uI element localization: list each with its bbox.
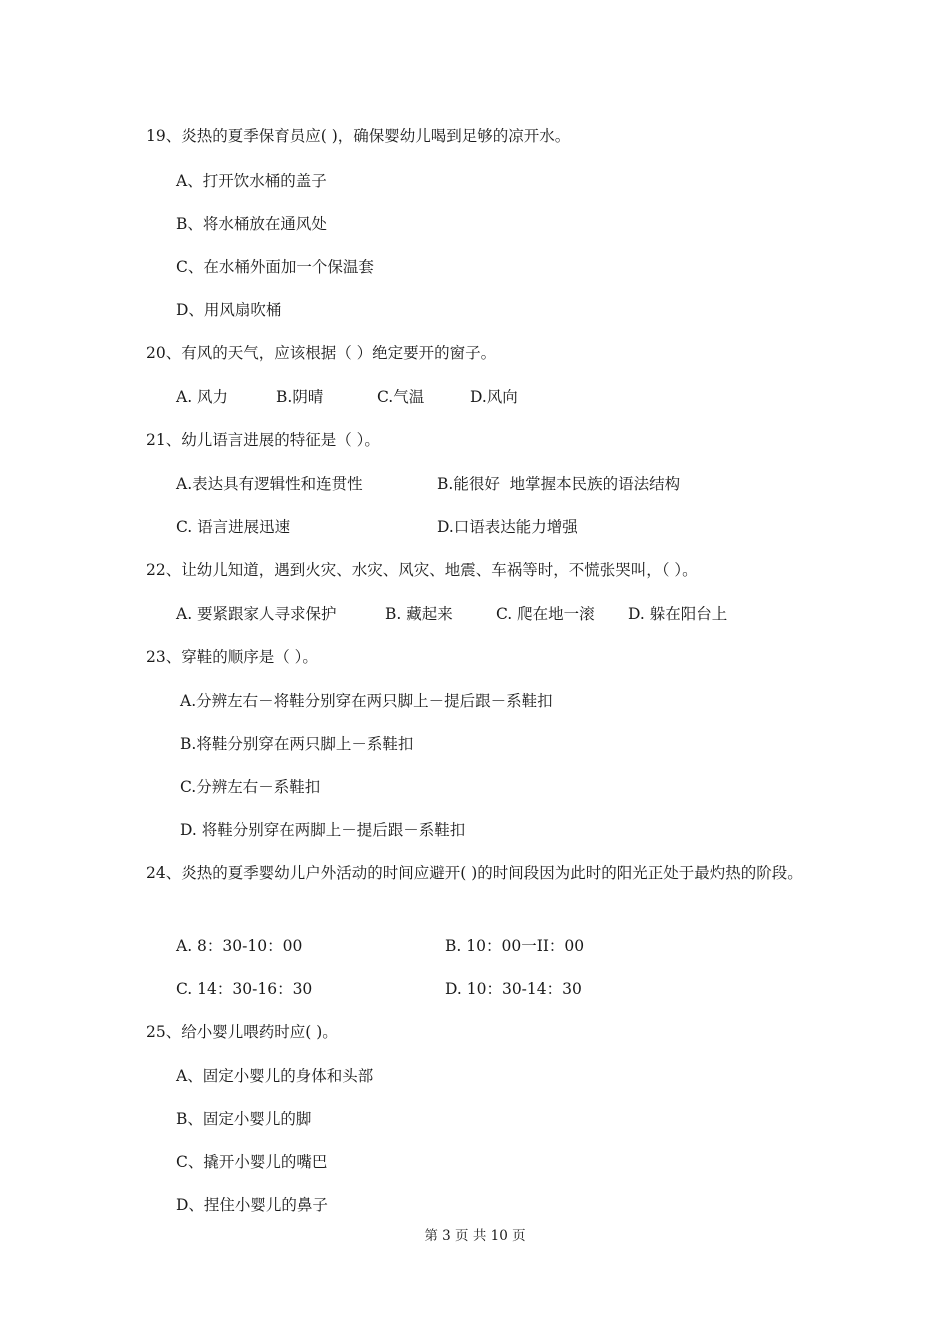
question-22-option-c: C. 爬在地一滚 xyxy=(496,605,595,623)
page-number-footer: 第 3 页 共 10 页 xyxy=(424,1228,526,1244)
question-19-option-b: B、将水桶放在通风处 xyxy=(176,215,327,233)
question-20-option-c: C.气温 xyxy=(377,388,425,406)
question-20-option-b: B.阴晴 xyxy=(276,388,324,406)
question-23-option-d: D. 将鞋分别穿在两脚上－提后跟－系鞋扣 xyxy=(180,821,466,839)
question-24-option-a: A. 8：30-10：00 xyxy=(176,937,303,955)
question-24-option-c: C. 14：30-16：30 xyxy=(176,980,313,998)
question-19-option-c: C、在水桶外面加一个保温套 xyxy=(176,258,374,276)
question-19-option-d: D、用风扇吹桶 xyxy=(176,301,282,319)
question-25-option-d: D、捏住小婴儿的鼻子 xyxy=(176,1196,328,1214)
question-20-option-d: D.风向 xyxy=(470,388,518,406)
question-21-option-a: A.表达具有逻辑性和连贯性 xyxy=(176,475,363,493)
question-22-option-d: D. 躲在阳台上 xyxy=(628,605,728,623)
question-23-stem: 23、穿鞋的顺序是（ ）。 xyxy=(146,648,318,666)
question-25-option-a: A、固定小婴儿的身体和头部 xyxy=(176,1067,374,1085)
question-22-option-a: A. 要紧跟家人寻求保护 xyxy=(176,605,337,623)
question-22-stem: 22、让幼儿知道，遇到火灾、水灾、风灾、地震、车祸等时，不慌张哭叫，（ ）。 xyxy=(146,561,698,579)
question-21-option-d: D.口语表达能力增强 xyxy=(437,518,578,536)
question-20-stem: 20、有风的天气，应该根据（ ）绝定要开的窗子。 xyxy=(146,344,497,362)
question-21-option-c: C. 语言进展迅速 xyxy=(176,518,291,536)
question-22-option-b: B. 藏起来 xyxy=(385,605,453,623)
question-24-stem: 24、炎热的夏季婴幼儿户外活动的时间应避开( )的时间段因为此时的阳光正处于最灼热的阶段。 xyxy=(146,864,803,882)
question-19-stem: 19、炎热的夏季保育员应( )，确保婴幼儿喝到足够的凉开水。 xyxy=(146,127,571,145)
question-23-option-a: A.分辨左右－将鞋分别穿在两只脚上－提后跟－系鞋扣 xyxy=(180,692,553,710)
question-25-option-b: B、固定小婴儿的脚 xyxy=(176,1110,312,1128)
question-19-option-a: A、打开饮水桶的盖子 xyxy=(176,172,327,190)
question-21-stem: 21、幼儿语言进展的特征是（ ）。 xyxy=(146,431,380,449)
question-24-option-b: B. 10：00一II：00 xyxy=(445,937,585,955)
question-25-stem: 25、给小婴儿喂药时应( )。 xyxy=(146,1023,338,1041)
question-21-option-b: B.能很好 地掌握本民族的语法结构 xyxy=(437,475,681,493)
question-23-option-c: C.分辨左右－系鞋扣 xyxy=(180,778,321,796)
question-25-option-c: C、撬开小婴儿的嘴巴 xyxy=(176,1153,328,1171)
question-24-option-d: D. 10：30-14：30 xyxy=(445,980,582,998)
question-20-option-a: A. 风力 xyxy=(176,388,229,406)
question-23-option-b: B.将鞋分别穿在两只脚上－系鞋扣 xyxy=(180,735,414,753)
